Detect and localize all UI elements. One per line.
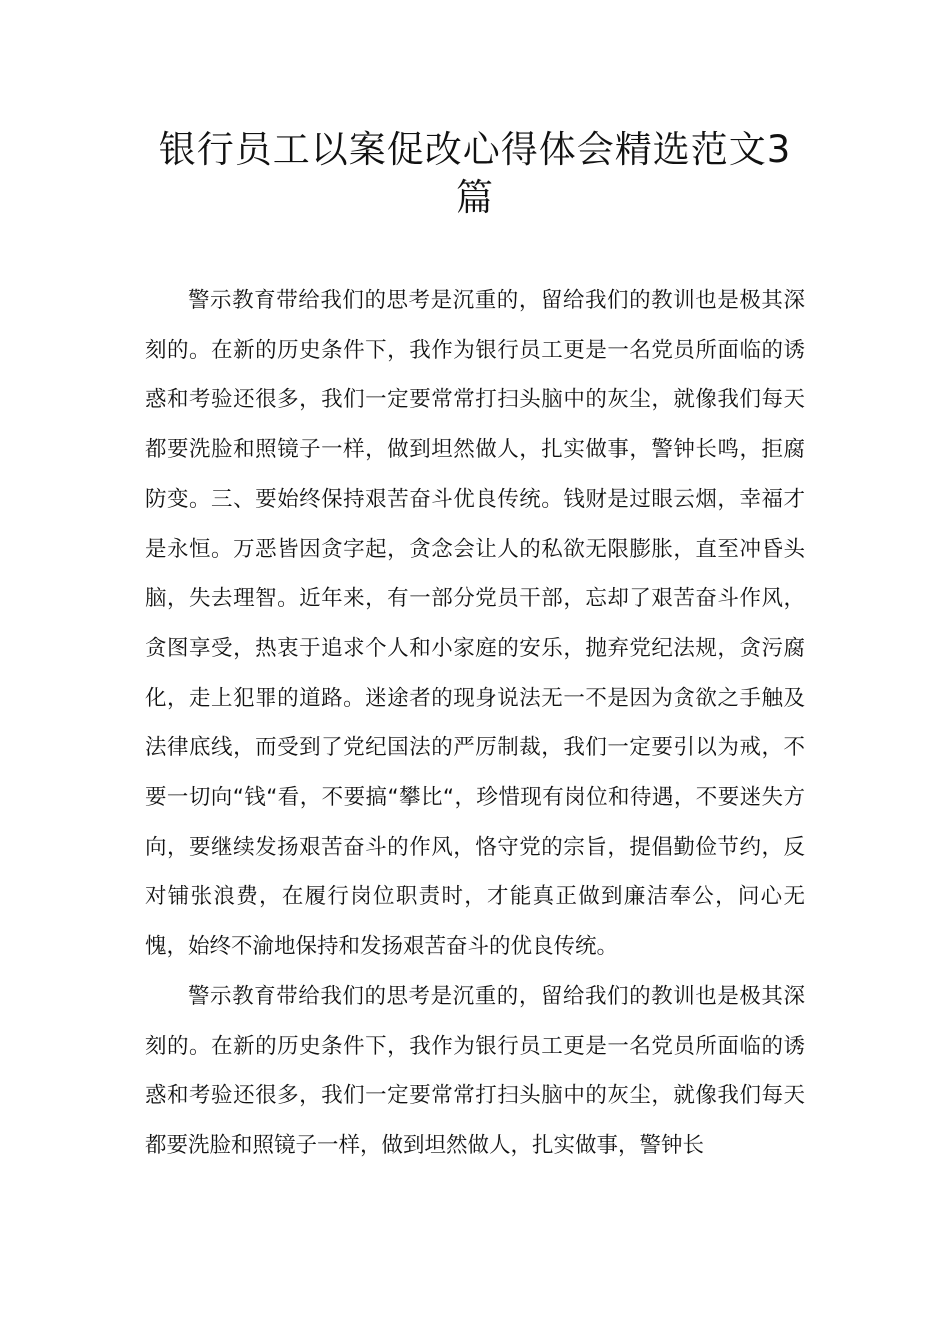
document-title: 银行员工以案促改心得体会精选范文3篇	[158, 128, 792, 219]
document-body	[145, 276, 805, 1171]
body-paragraph-1: 警示教育带给我们的思考是沉重的，留给我们的教训也是极其深刻的。在新的历史条件下，我作为银行员工更是一名党员所面临的诱惑和考验还很多，我们一定要常常打扫头脑中的灰尘，就像我们每天都要洗脸和照镜子一样，做到坦然做人，扎实做事，警钟长鸣，拒腐防变。三、要始终保持艰苦奋斗优良传统。钱财是过眼云烟，幸福才是永恒。万恶皆因贪字起，贪念会让人的私欲无限膨胀，直至冲昏头脑，失去理智。近年来，有一部分党员干部，忘却了艰苦奋斗作风，贪图享受，热衷于追求个人和小家庭的安乐，抛弃党纪法规，贪污腐化，走上犯罪的道路。迷途者的现身说法无一不是因为贪欲之手触及法律底线，而受到了党纪国法的严厉制裁，我们一定要引以为戒，不要一切向“钱“看，不要搞“攀比“，珍惜现有岗位和待遇，不要迷失方向，要继续发扬艰苦奋斗的作风，恪守党的宗旨，提倡勤俭节约，反对铺张浪费，在履行岗位职责时，才能真正做到廉洁奉公，问心无愧，始终不渝地保持和发扬艰苦奋斗的优良传统。	[145, 288, 805, 960]
body-paragraph-2: 警示教育带给我们的思考是沉重的，留给我们的教训也是极其深刻的。在新的历史条件下，我作为银行员工更是一名党员所面临的诱惑和考验还很多，我们一定要常常打扫头脑中的灰尘，就像我们每天都要洗脸和照镜子一样，做到坦然做人，扎实做事，警钟长	[145, 983, 805, 1158]
